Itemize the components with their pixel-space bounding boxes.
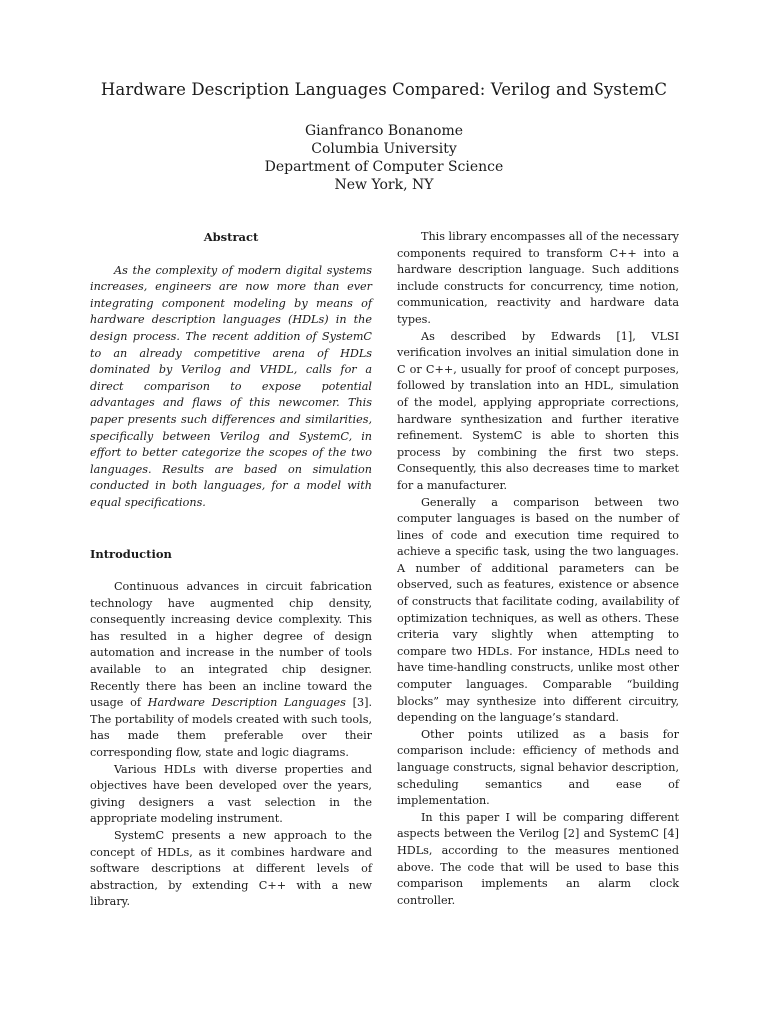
abstract-heading: Abstract: [203, 230, 259, 244]
intro-p1-emphasis: Hardware Description Languages: [147, 696, 346, 710]
abstract-text: As the complexity of modern digital systems increases, engineers are now more than ever integrating component modeling by means of hardware description languages (HDLs) in the design process. The recent addition of SystemC to an already competitive arena of HDLs dominated by Verilog and VHDL, calls for a direct comparison to expose potential advantages and flaws of this newcomer. This paper presents such differences and similarities, specifically between Verilog and SystemC, in effort to better categorize the scopes of the two languages. Results are based on simulation conducted in both languages, for a model with equal specifications.: [90, 263, 372, 509]
paper-title: Hardware Description Languages Compared: Verilog and SystemC: [100, 80, 668, 99]
right-paragraph-4: Other points utilized as a basis for comparison include: efficiency of methods and language constructs, signal behavior description, scheduling semantics and ease of implementation.: [397, 727, 679, 808]
introduction-paragraph-3: SystemC presents a new approach to the concept of HDLs, as it combines hardware and software descriptions at different levels of abstraction, by extending C++ with a new library.: [90, 829, 372, 909]
author-affiliation: Columbia University: [311, 141, 457, 157]
author-location: New York, NY: [334, 177, 434, 193]
introduction-paragraph-1: [90, 579, 372, 762]
intro-p1-text-a: Continuous advances in circuit fabrication technology have augmented chip density, consequently increasing device complexity. This has resulted in a higher degree of design automation and increase in the number of tools available to an integrated chip designer. Recently there has been an incline toward the usage of: [90, 580, 372, 710]
right-paragraph-1: This library encompasses all of the necessary components required to transform C++ into a hardware description language. Such additions include constructs for concurrency, time notion, communication, reactivity and hardware data types.: [397, 230, 679, 326]
intro-p1-text-b: [3]. The portability of models created with such tools, has made them preferable over their corresponding flow, state and logic diagrams.: [90, 696, 372, 760]
right-column: [397, 229, 679, 909]
author-name: Gianfranco Bonanome: [304, 123, 464, 139]
introduction-paragraph-2: Various HDLs with diverse properties and objectives have been developed over the years, giving designers a vast selection in the appropriate modeling instrument.: [90, 762, 372, 826]
author-block: [0, 122, 768, 194]
right-paragraph-5: In this paper I will be comparing different aspects between the Verilog [2] and SystemC [4] HDLs, according to the measures mentioned above. The code that will be used to base this comparison implements an alarm clock controller.: [397, 810, 679, 907]
right-paragraph-3: Generally a comparison between two computer languages is based on the number of lines of code and execution time required to achieve a specific task, using the two languages. A number of additional parameters can be observed, such as features, existence or absence of constructs that facilitate coding, availability of optimization techniques, as well as others. These criteria vary slightly when attempting to compare two HDLs. For instance, HDLs need to have time-handling constructs, unlike most other computer languages. Comparable “building blocks” may synthesize into different circuitry, depending on the language’s standard.: [397, 495, 679, 725]
right-paragraph-2: As described by Edwards [1], VLSI verification involves an initial simulation done in C or C++, usually for proof of concept purposes, followed by translation into an HDL, simulation of the model, applying appropriate corrections, hardware synthesization and further iterative refinement. SystemC is able to shorten this process by combining the first two steps. Consequently, this also decreases time to market for a manufacturer.: [397, 329, 679, 492]
author-department: Department of Computer Science: [264, 159, 504, 175]
left-column: [90, 229, 372, 911]
introduction-heading: Introduction: [90, 546, 172, 561]
